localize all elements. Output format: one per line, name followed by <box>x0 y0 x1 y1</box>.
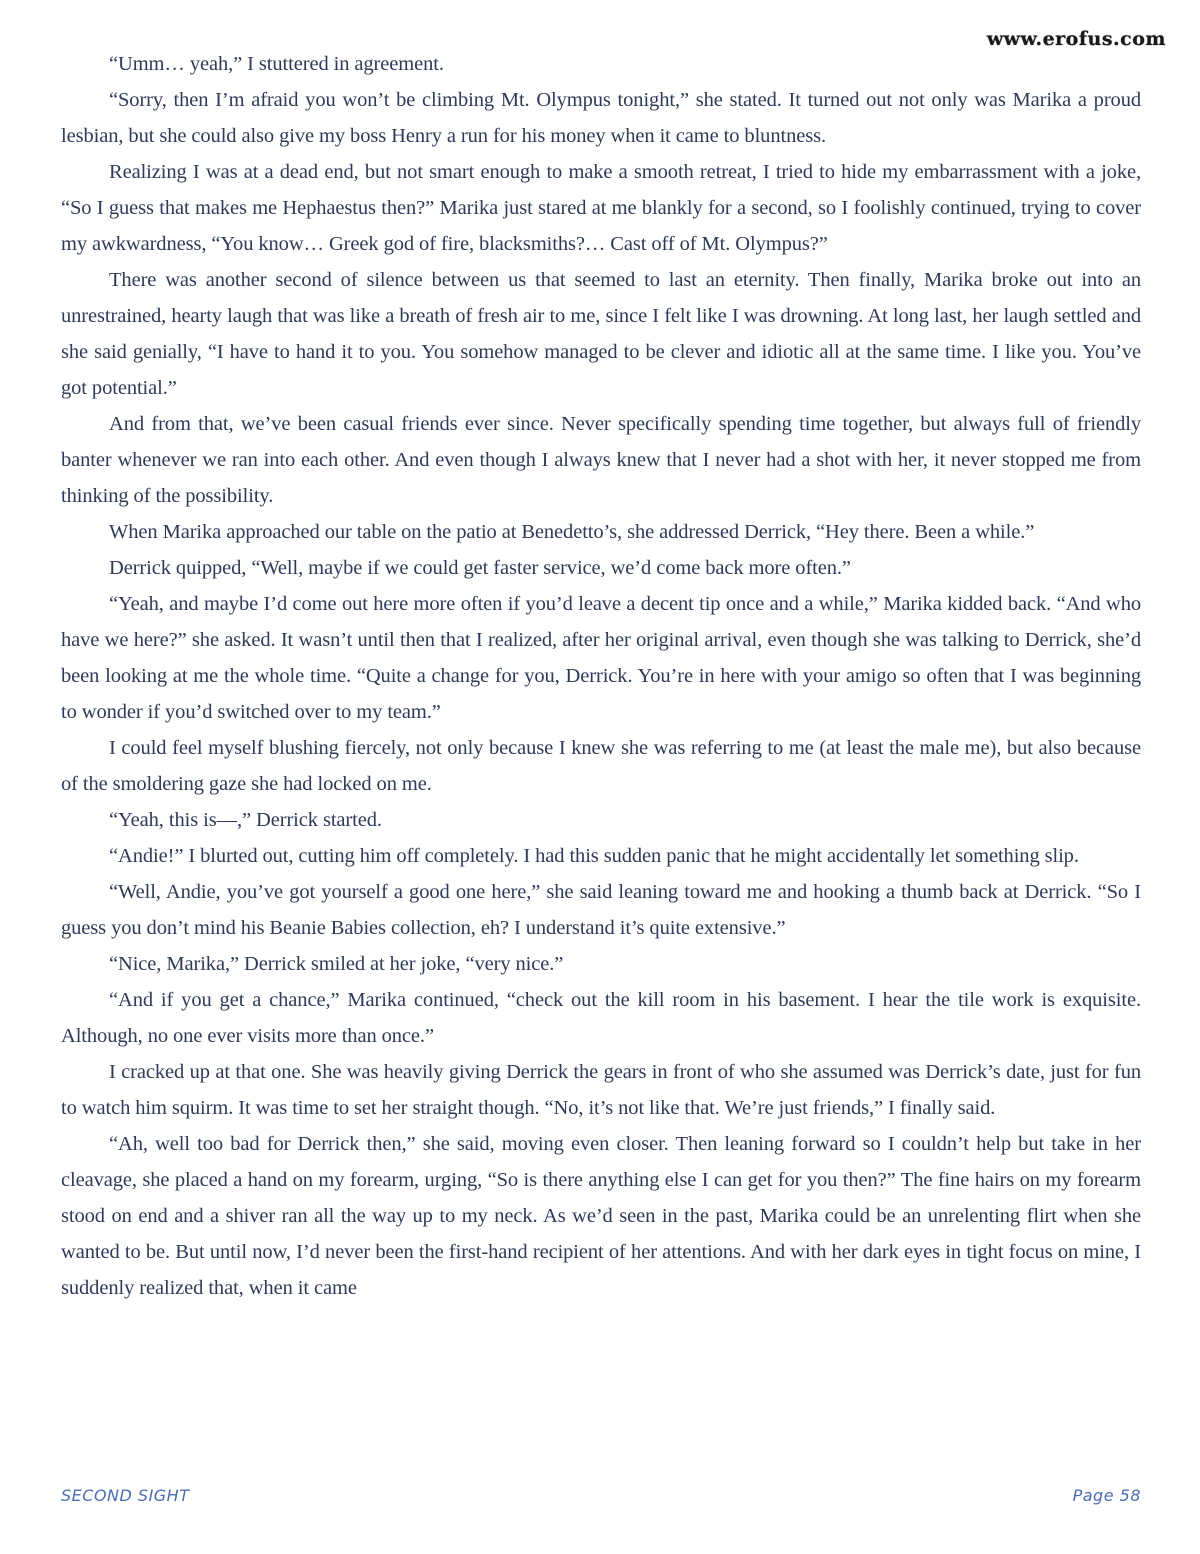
watermark-text: www.erofus.com <box>986 28 1166 50</box>
paragraph: I cracked up at that one. She was heavily giving Derrick the gears in front of who she assumed was Derrick’s date, just for fun to watch him squirm. It was time to set her straight though. “No, it’s not like that. We’re just friends,” I finally said. <box>61 1061 1141 1119</box>
paragraph: And from that, we’ve been casual friends ever since. Never specifically spending time together, but always full of friendly banter whenever we ran into each other. And even though I always knew that I never had a shot with her, it never stopped me from thinking of the possibility. <box>61 413 1141 507</box>
paragraph: There was another second of silence between us that seemed to last an eternity. Then finally, Marika broke out into an unrestrained, hearty laugh that was like a breath of fresh air to me, since I felt like I was drowning. At long last, her laugh settled and she said genially, “I have to hand it to you. You somehow managed to be clever and idiotic all at the same time. I like you. You’ve got potential.” <box>61 269 1141 399</box>
page-body <box>61 46 1141 1306</box>
book-title: SECOND SIGHT <box>61 1486 190 1505</box>
paragraph: “And if you get a chance,” Marika continued, “check out the kill room in his basement. I hear the tile work is exquisite. Although, no one ever visits more than once.” <box>61 989 1141 1047</box>
paragraph: “Yeah, and maybe I’d come out here more often if you’d leave a decent tip once and a while,” Marika kidded back. “And who have we here?” she asked. It wasn’t until then that I realized, after her original arrival, even though she was talking to Derrick, she’d been looking at me the whole time. “Quite a change for you, Derrick. You’re in here with your amigo so often that I was beginning to wonder if you’d switched over to my team.” <box>61 593 1141 723</box>
paragraph: Realizing I was at a dead end, but not smart enough to make a smooth retreat, I tried to hide my embarrassment with a joke, “So I guess that makes me Hephaestus then?” Marika just stared at me blankly for a second, so I foolishly continued, trying to cover my awkwardness, “You know… Greek god of fire, blacksmiths?… Cast off of Mt. Olympus?” <box>61 161 1141 255</box>
paragraph: “Ah, well too bad for Derrick then,” she said, moving even closer. Then leaning forward so I couldn’t help but take in her cleavage, she placed a hand on my forearm, urging, “So is there anything else I can get for you then?” The fine hairs on my forearm stood on end and a shiver ran all the way up to my neck. As we’d seen in the past, Marika could be an unrelenting flirt when she wanted to be. But until now, I’d never been the first-hand recipient of her attentions. And with her dark eyes in tight focus on mine, I suddenly realized that, when it came <box>61 1133 1141 1299</box>
paragraph: I could feel myself blushing fiercely, not only because I knew she was referring to me (at least the male me), but also because of the smoldering gaze she had locked on me. <box>61 737 1141 795</box>
paragraph: When Marika approached our table on the patio at Benedetto’s, she addressed Derrick, “Hey there. Been a while.” <box>109 521 1035 543</box>
paragraph: “Well, Andie, you’ve got yourself a good one here,” she said leaning toward me and hooking a thumb back at Derrick. “So I guess you don’t mind his Beanie Babies collection, eh? I understand it’s quite extensive.” <box>61 881 1141 939</box>
paragraph: “Umm… yeah,” I stuttered in agreement. <box>109 53 444 75</box>
paragraph: “Yeah, this is—,” Derrick started. <box>109 809 382 831</box>
paragraph: “Andie!” I blurted out, cutting him off completely. I had this sudden panic that he might accidentally let something slip. <box>109 845 1079 867</box>
paragraph: Derrick quipped, “Well, maybe if we could get faster service, we’d come back more often.” <box>109 557 851 579</box>
page-number: Page 58 <box>1072 1486 1141 1505</box>
paragraph: “Sorry, then I’m afraid you won’t be climbing Mt. Olympus tonight,” she stated. It turned out not only was Marika a proud lesbian, but she could also give my boss Henry a run for his money when it came to bluntness. <box>61 89 1141 147</box>
paragraph: “Nice, Marika,” Derrick smiled at her joke, “very nice.” <box>109 953 564 975</box>
